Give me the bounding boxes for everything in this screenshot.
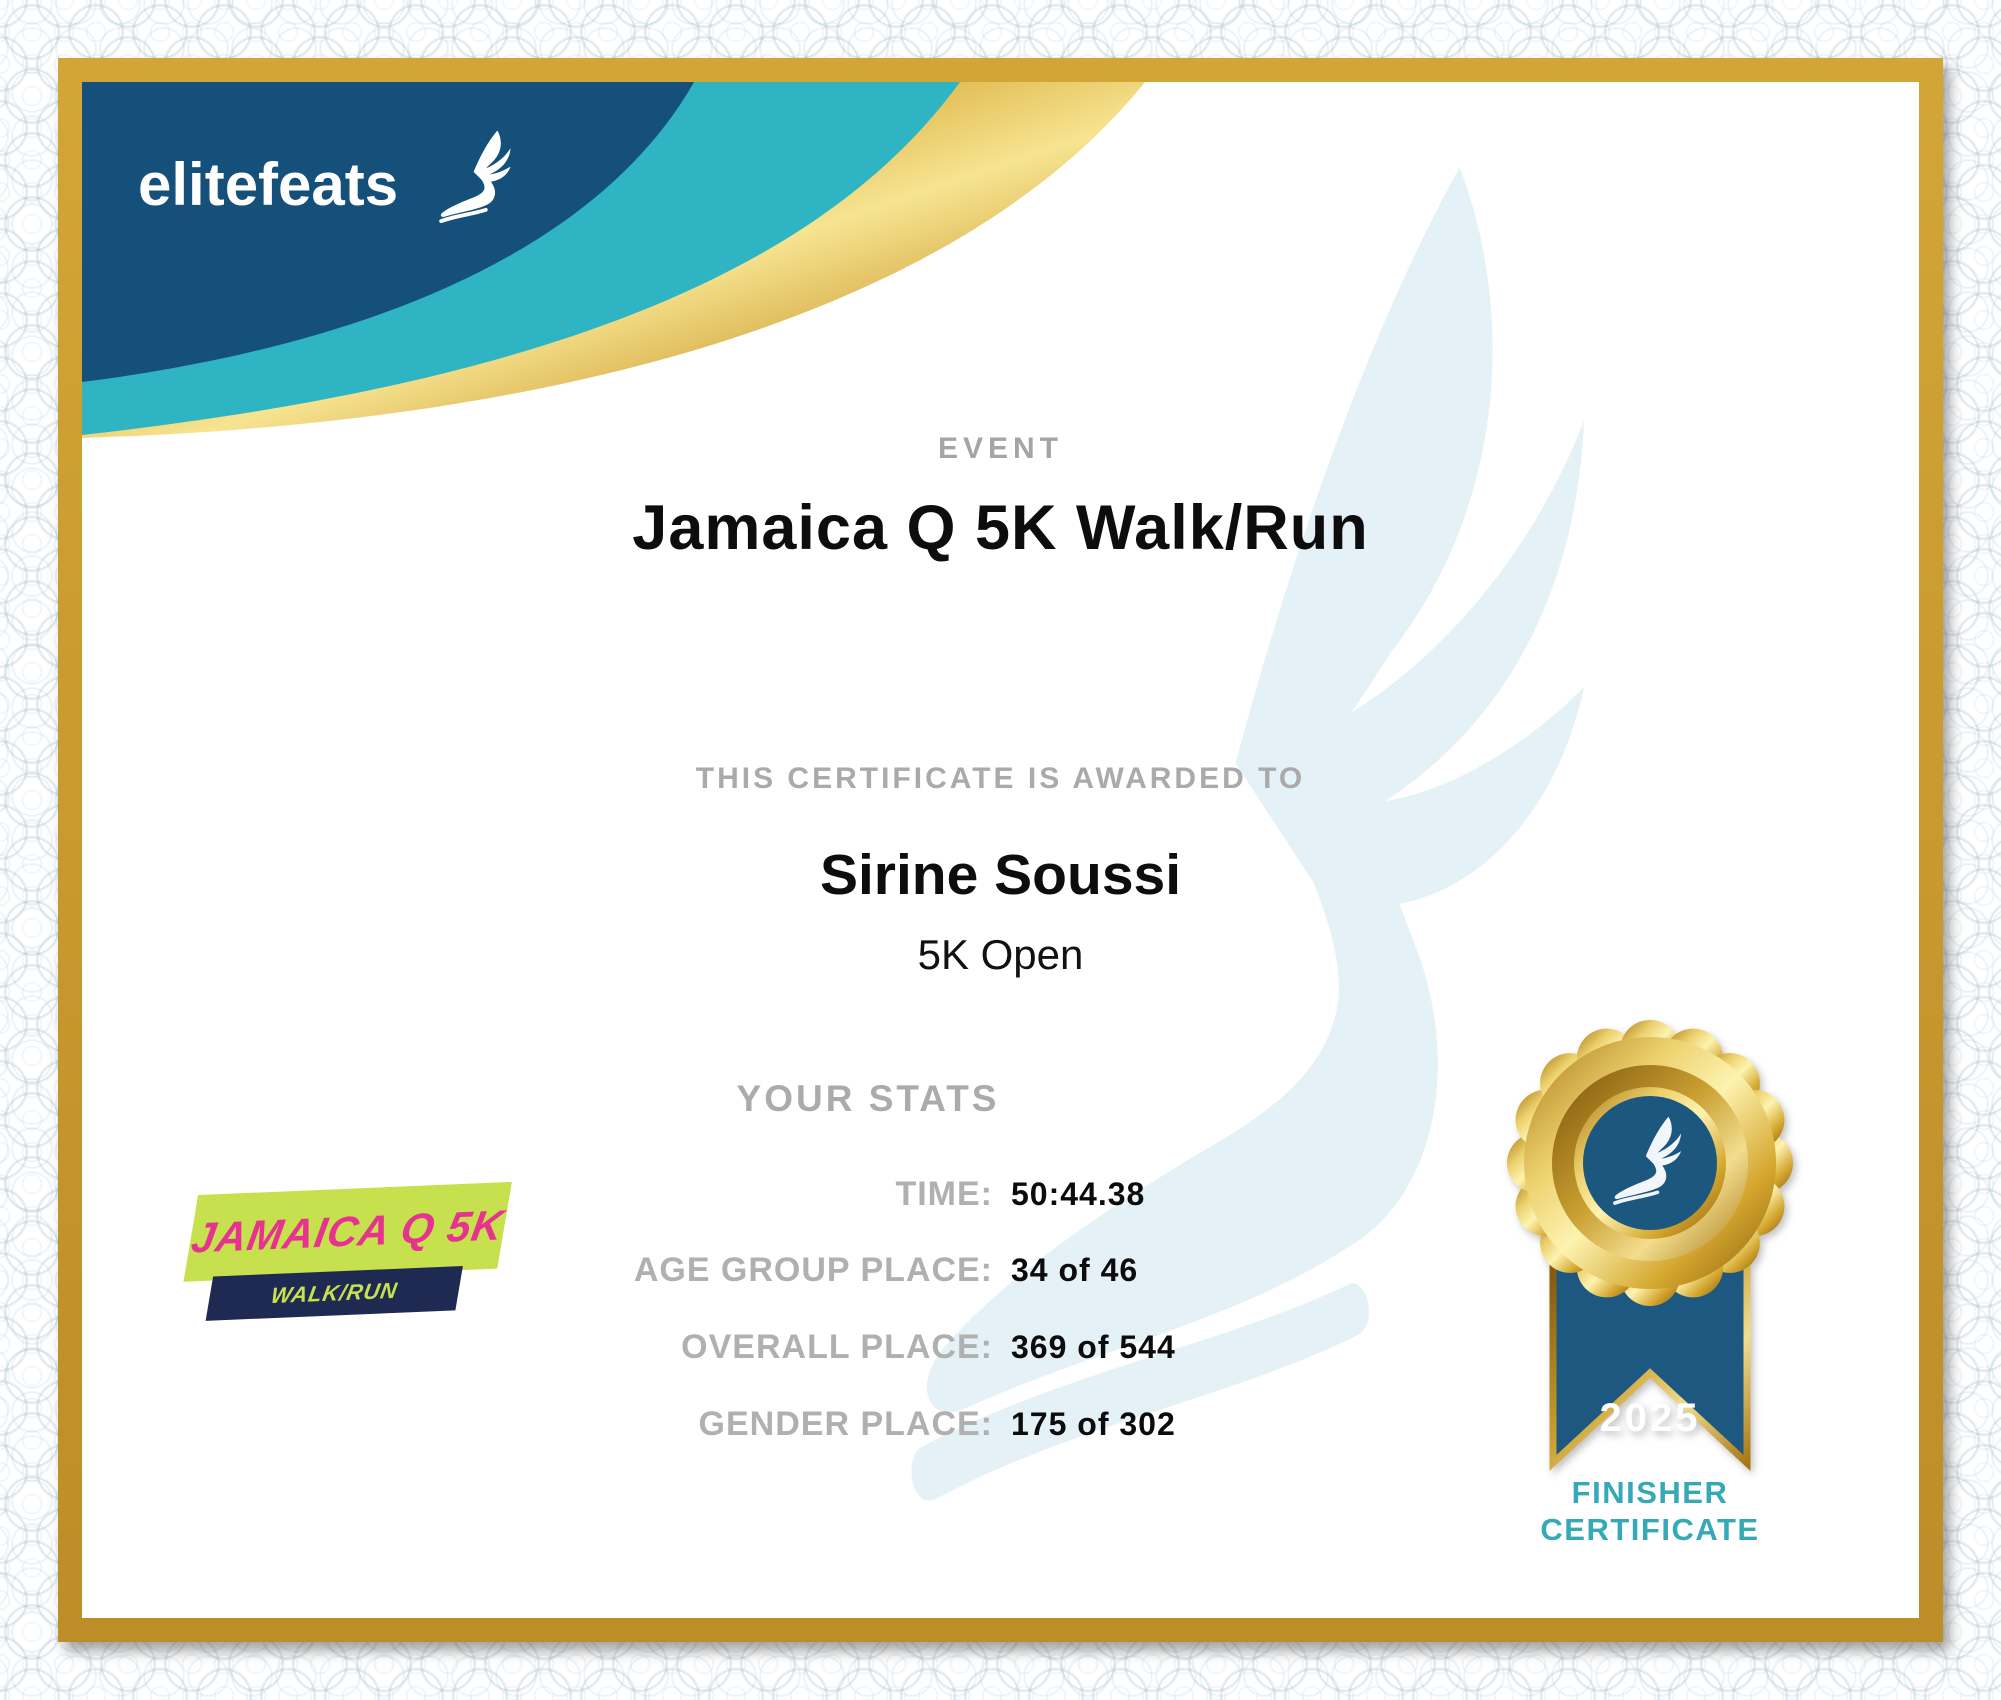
stat-label: GENDER PLACE: [698,1405,993,1443]
finisher-medal [1480,1018,1820,1480]
winged-foot-icon [434,128,522,228]
event-label: EVENT [937,432,1064,465]
stat-value: 34 of 46 [1011,1252,1139,1288]
stat-value: 175 of 302 [1011,1406,1176,1442]
medal-year: 2025 [1599,1396,1701,1440]
finisher-caption [1482,1474,1818,1548]
event-title: Jamaica Q 5K Walk/Run [632,493,1369,563]
certificate-body [82,82,1919,1618]
medal-rosette [1507,1020,1793,1306]
finisher-caption-line1: FINISHER [1571,1475,1729,1510]
stat-value: 369 of 544 [1011,1329,1176,1365]
division-name: 5K Open [917,931,1084,978]
stats-heading: YOUR STATS [736,1078,1000,1119]
event-logo-subtitle: WALK/RUN [268,1277,400,1309]
stat-label: TIME: [895,1175,993,1213]
award-intro: THIS CERTIFICATE IS AWARDED TO [695,762,1306,795]
stat-label: AGE GROUP PLACE: [633,1251,993,1289]
stat-row-gender [333,1405,1533,1444]
brand-logo-text: elitefeats [138,151,399,218]
recipient-name: Sirine Soussi [819,843,1182,907]
event-logo-badge [175,1170,562,1356]
medal-blue-center [1583,1096,1717,1230]
finisher-caption-line2: CERTIFICATE [1540,1512,1760,1547]
event-logo-title: JAMAICA Q 5K [188,1201,508,1262]
stat-value: 50:44.38 [1011,1176,1146,1212]
event-logo-navy-banner [206,1266,463,1321]
stat-label: OVERALL PLACE: [681,1328,993,1366]
